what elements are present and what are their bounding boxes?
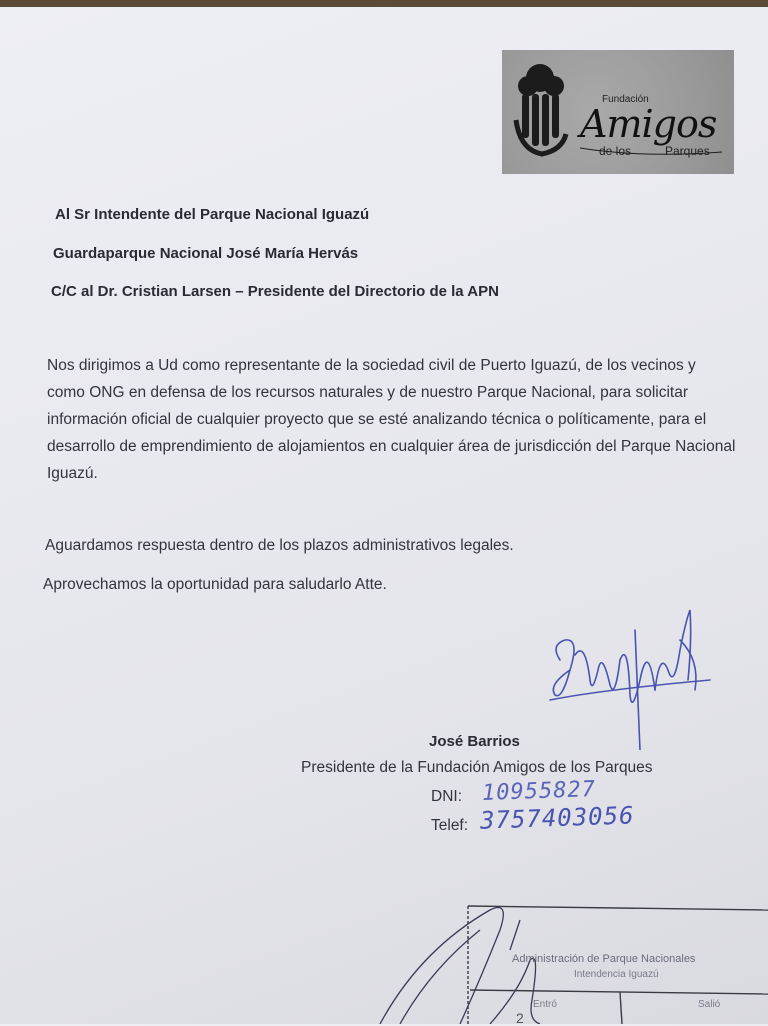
- body-paragraph: Nos dirigimos a Ud como representante de la sociedad civil de Puerto Iguazú, de los vecinos y como ONG en defensa de los recursos naturales y de nuestro Parque Nacional, para solicitar información oficial de cualquier proyecto que se esté analizando técnica o políticamente, para el desarrollo de emprendimiento de alojamientos en cualquier área de jurisdicción del Parque Nacional Iguazú.: [47, 357, 736, 482]
- stamp-institution: Administración de Parque Nacionales: [512, 953, 696, 965]
- addressee-line-1: Al Sr Intendente del Parque Nacional Iguazú: [55, 206, 370, 223]
- handwritten-signature: [540, 600, 720, 750]
- logo-text-amigos: Amigos: [580, 102, 717, 146]
- dni-value: 10955827: [481, 777, 597, 806]
- addressee-line-3: C/C al Dr. Cristian Larsen – Presidente del Directorio de la APN: [51, 283, 499, 300]
- logo-text-parques: Parques: [665, 144, 710, 158]
- body-line-response: Aguardamos respuesta dentro de los plazos administrativos legales.: [45, 537, 514, 554]
- stamp-exit-label: Salió: [698, 999, 721, 1010]
- addressee-line-2: Guardaparque Nacional José María Hervás: [53, 245, 359, 262]
- signer-title: Presidente de la Fundación Amigos de los Parques: [301, 759, 653, 776]
- dni-label: DNI:: [431, 788, 462, 805]
- telephone-value: 3757403056: [479, 801, 635, 835]
- telephone-label: Telef:: [431, 817, 469, 834]
- stamp-entry-label: Entró: [533, 999, 557, 1010]
- body-line-greeting: Aprovechamos la oportunidad para saludarlo Atte.: [43, 576, 387, 593]
- stamp-entry-value: 2: [516, 1010, 524, 1026]
- signer-name: José Barrios: [429, 733, 520, 750]
- logo-text-de-los: de los: [599, 144, 632, 158]
- paper-top-edge: [0, 0, 768, 7]
- logo-text-fundacion: Fundación: [602, 94, 649, 105]
- fundacion-logo: [502, 50, 734, 174]
- stamp-office: Intendencia Iguazú: [574, 969, 659, 980]
